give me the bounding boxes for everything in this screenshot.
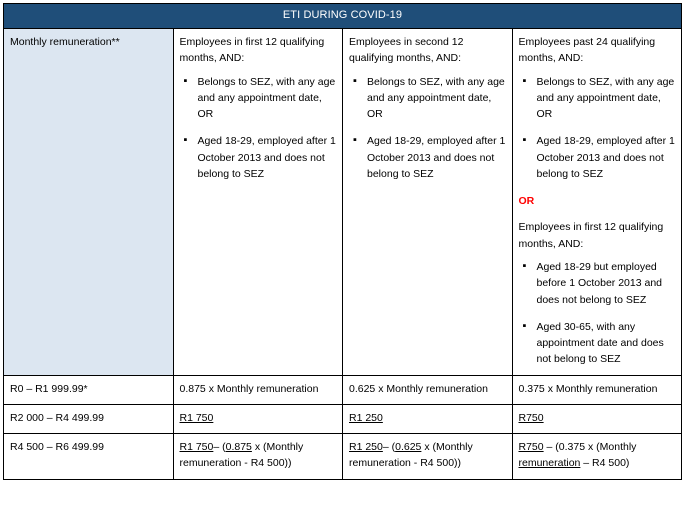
header-col1-intro: Employees in first 12 qualifying months, AND:	[179, 36, 325, 65]
row1-col2-value: 0.625 x Monthly remuneration	[343, 375, 513, 404]
header-col3-sub-intro: Employees in first 12 qualifying months, AND:	[518, 221, 664, 250]
row3-col3-term: remuneration	[518, 457, 581, 470]
row-label-band-1: R0 – R1 999.99*	[4, 375, 174, 404]
row2-col1-value	[173, 404, 343, 433]
table-row	[4, 404, 682, 433]
header-col2-bullets	[349, 74, 506, 183]
header-col3-intro: Employees past 24 qualifying months, AND:	[518, 36, 656, 65]
row3-col2-factor: 0.625	[395, 441, 422, 454]
header-monthly-remuneration	[4, 29, 174, 376]
row1-col3-value: 0.375 x Monthly remuneration	[512, 375, 682, 404]
row2-col2-value	[343, 404, 513, 433]
row3-col3-value	[512, 434, 682, 480]
list-item: ▪ Aged 30-65, with any appointment date and does not belong to SEZ	[537, 319, 676, 368]
header-monthly-remuneration-label: Monthly remuneration**	[10, 36, 120, 49]
row-label-band-2: R2 000 – R4 499.99	[4, 404, 174, 433]
table-title: ETI DURING COVID-19	[4, 4, 682, 29]
row3-col2-tail: x (Monthly remuneration - R4 500))	[349, 441, 473, 470]
header-second-12-months	[343, 29, 513, 376]
row-label-band-3: R4 500 – R6 499.99	[4, 434, 174, 480]
row2-col3-value	[512, 404, 682, 433]
list-item: ▪ Aged 18-29 but employed before 1 October 2013 and does not belong to SEZ	[537, 259, 676, 308]
header-col3-bullets	[519, 74, 676, 183]
header-col2-intro: Employees in second 12 qualifying months, AND:	[349, 36, 464, 65]
list-item: ▪ Belongs to SEZ, with any age and any appointment date, OR	[198, 74, 337, 123]
list-item: ▪ Aged 18-29, employed after 1 October 2013 and does not belong to SEZ	[198, 133, 337, 182]
row2-col2-amount: R1 250	[349, 411, 383, 424]
header-col1-bullets	[180, 74, 337, 183]
header-col3-sub-bullets	[519, 259, 676, 368]
row3-col2-op: – (	[382, 441, 396, 454]
list-item: ▪ Aged 18-29, employed after 1 October 2013 and does not belong to SEZ	[367, 133, 506, 182]
table-row	[4, 434, 682, 480]
list-item: ▪ Belongs to SEZ, with any age and any appointment date, OR	[537, 74, 676, 123]
list-item: ▪ Belongs to SEZ, with any age and any appointment date, OR	[367, 74, 506, 123]
document-page	[0, 3, 686, 505]
row3-col3-tail: – R4 500)	[580, 457, 630, 470]
row3-col3-base: R750	[518, 441, 544, 454]
row2-col1-amount: R1 750	[179, 411, 214, 424]
row1-col1-value: 0.875 x Monthly remuneration	[173, 375, 343, 404]
list-item: ▪ Aged 18-29, employed after 1 October 2013 and does not belong to SEZ	[537, 133, 676, 182]
row3-col1-base: R1 750	[179, 441, 214, 454]
eti-table	[3, 3, 682, 480]
header-first-12-months	[173, 29, 343, 376]
row3-col1-op: – (	[213, 441, 226, 454]
row2-col3-amount: R750	[518, 411, 544, 424]
table-header-row	[4, 29, 682, 376]
row3-col2-base: R1 250	[349, 441, 383, 454]
table-row	[4, 375, 682, 404]
header-past-24-months	[512, 29, 682, 376]
row3-col3-op: – (0.375 x (Monthly	[543, 441, 637, 454]
row3-col1-tail: x (Monthly remuneration - R4 500))	[179, 441, 304, 470]
header-col3-or-label: OR	[518, 195, 535, 208]
row3-col1-value	[173, 434, 343, 480]
row3-col1-factor: 0.875	[225, 441, 252, 454]
row3-col2-value	[343, 434, 513, 480]
table-title-row	[4, 4, 682, 29]
